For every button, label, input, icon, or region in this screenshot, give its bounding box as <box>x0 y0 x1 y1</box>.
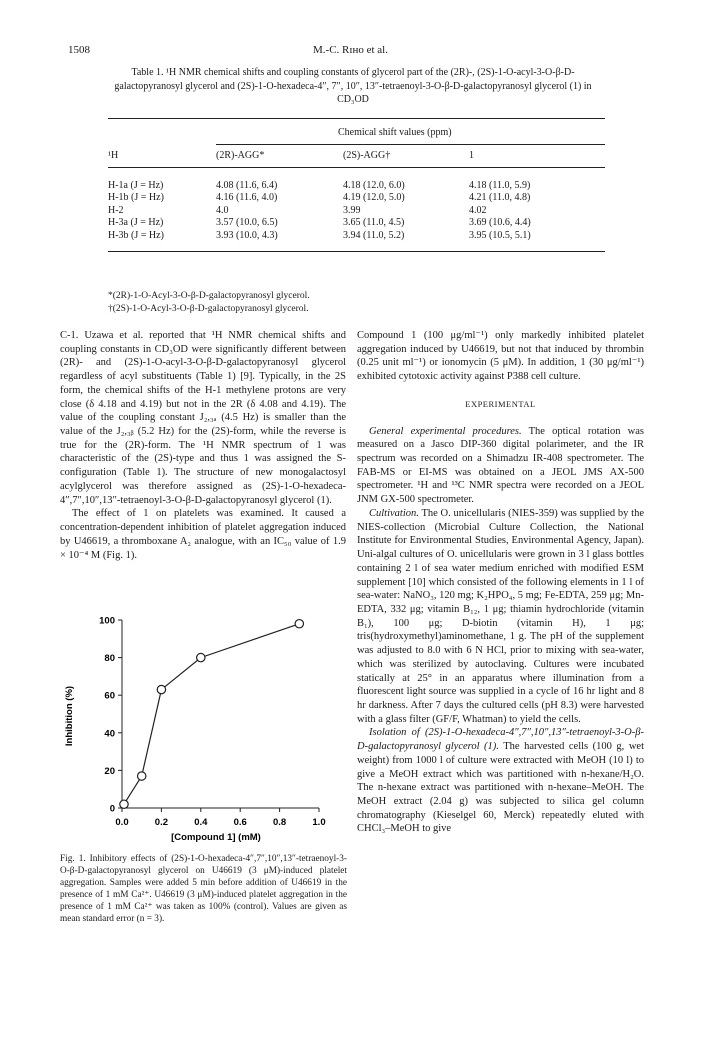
table-cell: H-1a (J = Hz) <box>108 180 164 191</box>
table-cell: 4.18 (12.0, 6.0) <box>343 180 405 191</box>
table-cell: H-3b (J = Hz) <box>108 229 164 241</box>
table-col-2 <box>216 180 278 242</box>
y-tick-label: 20 <box>104 765 115 777</box>
table-cell: 3.99 <box>343 204 361 216</box>
table-cell: 3.65 (11.0, 4.5) <box>343 217 405 229</box>
y-tick-label: 60 <box>104 690 115 702</box>
table-col-1 <box>108 180 164 242</box>
table-cell: 4.21 (11.0, 4.8) <box>469 192 531 204</box>
paragraph: The O. unicellularis (NIES-359) was supplied by the NIES-collection (Microbial Culture Collection, the National Institute for Environmental Studies, Environmental Agency, Japan). Uni-algal cultures of O. unicellularis were grown in 3 l glass bottles containing 2 l of sea water medium enriched with modified ESM supplement [10] which consisted of the following elements in 1 l of sea-water: NaNO₃, 120 mg; K₂HPO₄, 5 mg; Fe-EDTA, 259 μg; Mn-EDTA, 332 μg; vitamin B₁₂, 1 μg; thiamin hydrochloride (vitamin B₁), 100 μg; D-biotin (vitamin H), 1 μg; tris(hydroxymethyl)aminomethane, 1 g. The pH of the supplement was adjusted to 8.0 with 6 N HCl, prior to mixing with sea-water, which was sterilized by autoclaving. Cultures were incubated statically at 25° in an apparatus where illumination from a fluorescent light source was supplied in a cycle of 16 hr light and 8 hr darkness. After 7 days the cultured cells (pH 8.3) were harvested with a glass filter (GF/F, Whatman) to yield the cells. <box>357 507 645 725</box>
page-number: 1508 <box>68 44 90 56</box>
y-tick-label: 40 <box>104 728 115 740</box>
section-heading: EXPERIMENTAL <box>465 398 536 409</box>
table-caption: Table 1. ¹H NMR chemical shifts and coupling constants of glycerol part of the (2R)-, (2S)-1-O-acyl-3-O-β-D-galactopyranosyl glycerol and (2S)-1-O-hexadeca-4″, 7″, 10″, 13″-tetraenoyl-3-O-β-D-galactopyranosyl glycerol (1) in CD₃OD <box>114 67 592 105</box>
figure-1-caption: Fig. 1. Inhibitory effects of (2S)-1-O-hexadeca-4″,7″,10″,13″-tetraenoyl-3-O-β-D-galactopyranosyl glycerol on U46619 (3 μM)-induced platelet aggregation. Samples were added 5 min before addition of U46619 in the presence of 1 mM Ca²⁺. U46619 (3 μM)-induced platelet aggregation in the presence of 1 mM Ca²⁺ was taken as 100% (control). Values are given as mean standard error (n = 3). <box>60 854 347 924</box>
y-axis-label: Inhibition (%) <box>64 685 75 747</box>
table-cell: H-3a (J = Hz) <box>108 217 164 229</box>
x-tick-label: 0.2 <box>154 817 169 828</box>
data-point <box>295 620 303 628</box>
data-point <box>197 653 205 661</box>
table-cell: 3.95 (10.5, 5.1) <box>469 229 531 241</box>
table-footnotes <box>108 290 310 315</box>
paragraph-heading: Cultivation. <box>369 507 419 519</box>
table-cell: 4.0 <box>216 204 229 216</box>
table-col-header-1: ¹H <box>108 150 119 161</box>
table-cell: 3.93 (10.0, 4.3) <box>216 229 278 241</box>
left-column <box>60 329 346 562</box>
table-cell: 3.69 (10.6, 4.4) <box>469 217 531 229</box>
table-cell: 4.02 <box>469 204 487 216</box>
table-cell: 3.57 (10.0, 6.5) <box>216 217 278 229</box>
table-col-4 <box>469 180 531 242</box>
table-group-rule <box>216 144 605 145</box>
table-header-rule <box>108 167 605 168</box>
table-cell: H-1b (J = Hz) <box>108 192 164 204</box>
figure-1-chart <box>58 612 350 844</box>
table-cell: 4.19 (12.0, 5.0) <box>343 192 405 204</box>
y-tick-label: 100 <box>99 615 115 627</box>
series-line <box>124 624 299 804</box>
table-group-header: Chemical shift values (ppm) <box>338 127 452 138</box>
table-top-rule <box>108 118 605 119</box>
table-cell: 4.16 (11.6, 4.0) <box>216 192 278 204</box>
data-point <box>138 772 146 780</box>
x-tick-label: 1.0 <box>312 817 326 828</box>
data-point <box>157 685 165 693</box>
paragraph: The optical rotation was measured on a Jasco DIP-360 digital polarimeter, and the IR spectrum was recorded on a Shimadzu IR-408 spectrometer. The FAB-MS or EI-MS was obtained on a JEOL JMS AX-500 spectrometer. ¹H and ¹³C NMR spectra were recorded on a JEOL JNM GX-500 spectrometer. <box>357 425 645 506</box>
data-point <box>120 800 128 808</box>
table-footnote: †(2S)-1-O-Acyl-3-O-β-D-galactopyranosyl glycerol. <box>108 303 309 314</box>
y-tick-label: 0 <box>109 803 115 815</box>
x-axis-label: [Compound 1] (mM) <box>171 832 261 843</box>
paragraph: The harvested cells (100 g, wet weight) from 1000 l of culture were extracted with MeOH (10 l) to give a MeOH extract which was partitioned with n-hexane/H₂O. The n-hexane extract was partitioned with n-hexane–MeOH. The MeOH extract (2.04 g) was subjected to silica gel column chromatography (Kieselgel 60, Merck) repeatedly eluted with CHCl₃–MeOH to give <box>357 741 644 835</box>
paragraph: The effect of 1 on platelets was examined. It caused a concentration-dependent inhibition of platelet aggregation induced by U46619, a thromboxane A₂ analogue, with an IC₅₀ value of 1.9 × 10⁻⁴ M (Fig. 1). <box>60 508 346 561</box>
table-cell: 4.08 (11.6, 6.4) <box>216 180 278 191</box>
paragraph-heading: Isolation of (2S)-1-O-hexadeca-4″,7″,10″,13″-tetraenoyl-3-O-β-D-galactopyranosyl glycerol (1). <box>357 727 644 753</box>
right-column <box>357 329 644 836</box>
paragraph: C-1. Uzawa et al. reported that ¹H NMR chemical shifts and coupling constants in CD₃OD were significantly different between (2R)- and (2S)-1-O-acyl-3-O-β-D-galactopyranosyl glycerol regardless of acyl substituents (Table 1) [9]. Typically, in the 2S form, the chemical shifts of the H-1 methylene protons are very close (δ 4.18 and 4.19) but not in the 2R (δ 4.08 and 4.19). The value of the coupling constant J₂,₃ₐ (4.5 Hz) is smaller than the value of the J₂,₃ᵦ (5.2 Hz) for the (2S)-form, while the reverse is true for the (2R)-form. The ¹H NMR spectrum of 1 was characteristic of the (2S)-type and thus 1 was assigned the S-configuration (Table 1). The structure of new monogalactosyl acylglycerol was therefore assigned as (2S)-1-O-hexadeca-4″,7″,10″,13″-tetraenoyl-3-O-β-D-galactopyranosyl glycerol (1). <box>60 330 346 506</box>
paragraph-heading: General experimental procedures. <box>369 425 522 437</box>
table-col-header-4: 1 <box>469 150 474 161</box>
x-tick-label: 0.4 <box>194 817 208 828</box>
x-tick-label: 0.0 <box>115 817 129 828</box>
x-tick-label: 0.8 <box>272 817 287 828</box>
table-col-3 <box>343 180 405 242</box>
table-bottom-rule <box>108 251 605 252</box>
running-head: M.-C. Rɪʜᴏ et al. <box>313 44 388 56</box>
x-tick-label: 0.6 <box>233 817 247 828</box>
table-cell: 4.18 (11.0, 5.9) <box>469 180 531 191</box>
table-footnote: *(2R)-1-O-Acyl-3-O-β-D-galactopyranosyl glycerol. <box>108 291 310 301</box>
table-cell: 3.94 (11.0, 5.2) <box>343 229 405 241</box>
paragraph: Compound 1 (100 μg/ml⁻¹) only markedly inhibited platelet aggregation induced by U46619, but not that induced by thrombin (0.25 unit ml⁻¹) or ionomycin (5 μM). In addition, 1 (30 μg/ml⁻¹) exhibited cytotoxic activity against P388 cell culture. <box>357 330 644 383</box>
table-col-header-3: (2S)-AGG† <box>343 150 391 161</box>
table-col-header-2: (2R)-AGG* <box>216 150 265 161</box>
y-tick-label: 80 <box>104 653 115 665</box>
table-cell: H-2 <box>108 204 124 216</box>
